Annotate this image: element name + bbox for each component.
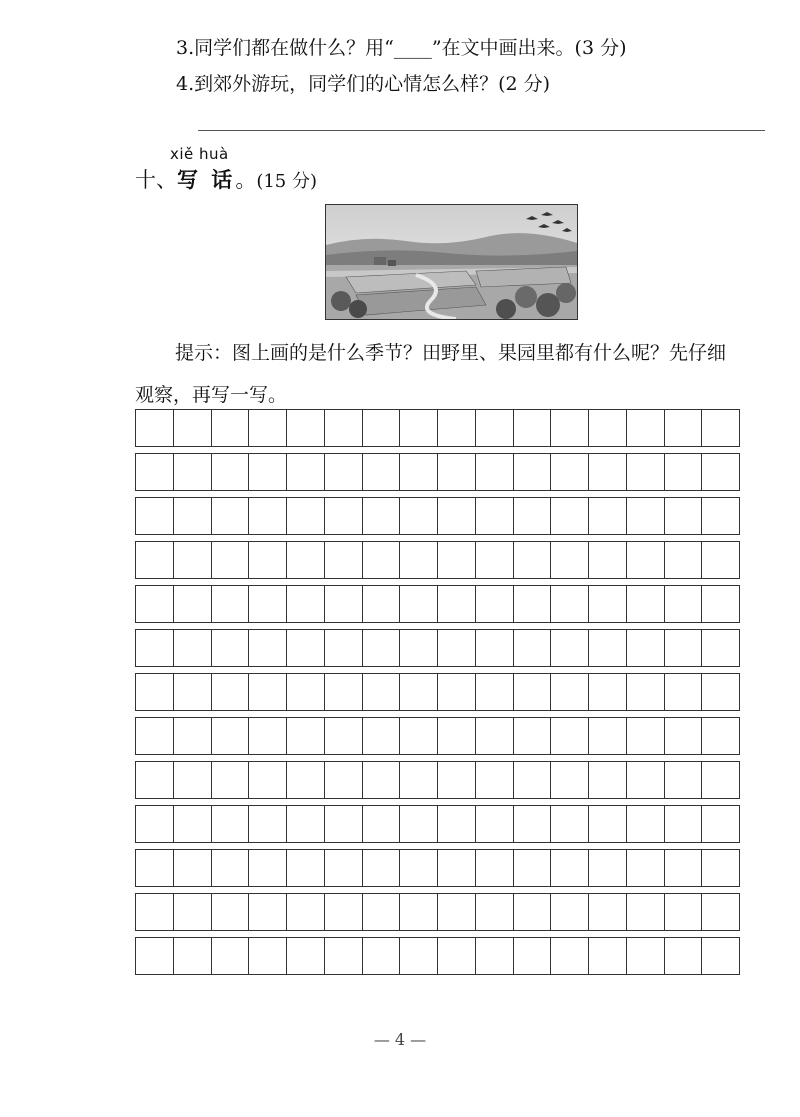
grid-cell[interactable] bbox=[514, 938, 552, 974]
grid-cell[interactable] bbox=[551, 850, 589, 886]
grid-cell[interactable] bbox=[325, 894, 363, 930]
section-label: 写 话 bbox=[177, 167, 236, 192]
grid-cell[interactable] bbox=[589, 850, 627, 886]
grid-cell[interactable] bbox=[400, 894, 438, 930]
grid-cell[interactable] bbox=[287, 586, 325, 622]
grid-cell[interactable] bbox=[514, 674, 552, 710]
grid-cell[interactable] bbox=[174, 410, 212, 446]
farmland-landscape-illustration bbox=[325, 204, 578, 320]
grid-row bbox=[135, 805, 740, 843]
grid-cell[interactable] bbox=[212, 410, 250, 446]
grid-cell[interactable] bbox=[438, 762, 476, 798]
grid-cell[interactable] bbox=[400, 586, 438, 622]
grid-cell[interactable] bbox=[287, 762, 325, 798]
grid-cell[interactable] bbox=[438, 410, 476, 446]
grid-cell[interactable] bbox=[476, 674, 514, 710]
grid-row bbox=[135, 673, 740, 711]
grid-cell[interactable] bbox=[287, 454, 325, 490]
grid-cell[interactable] bbox=[249, 410, 287, 446]
grid-cell[interactable] bbox=[287, 850, 325, 886]
grid-cell[interactable] bbox=[589, 542, 627, 578]
grid-cell[interactable] bbox=[627, 938, 665, 974]
grid-cell[interactable] bbox=[174, 850, 212, 886]
grid-cell[interactable] bbox=[514, 806, 552, 842]
grid-cell[interactable] bbox=[249, 894, 287, 930]
grid-cell[interactable] bbox=[589, 410, 627, 446]
grid-cell[interactable] bbox=[551, 894, 589, 930]
grid-cell[interactable] bbox=[551, 542, 589, 578]
grid-cell[interactable] bbox=[665, 454, 703, 490]
grid-cell[interactable] bbox=[438, 498, 476, 534]
grid-cell[interactable] bbox=[627, 762, 665, 798]
grid-cell[interactable] bbox=[325, 630, 363, 666]
grid-cell[interactable] bbox=[551, 586, 589, 622]
grid-cell[interactable] bbox=[702, 718, 739, 754]
grid-cell[interactable] bbox=[589, 674, 627, 710]
grid-cell[interactable] bbox=[136, 498, 174, 534]
grid-cell[interactable] bbox=[627, 850, 665, 886]
grid-cell[interactable] bbox=[438, 806, 476, 842]
grid-row bbox=[135, 893, 740, 931]
grid-cell[interactable] bbox=[212, 718, 250, 754]
grid-cell[interactable] bbox=[589, 894, 627, 930]
grid-cell[interactable] bbox=[363, 454, 401, 490]
question-3: 3.同学们都在做什么？用“____”在文中画出来。(3 分) bbox=[176, 37, 627, 59]
section-pinyin: xiě huà bbox=[170, 145, 229, 163]
grid-row bbox=[135, 585, 740, 623]
grid-cell[interactable] bbox=[249, 498, 287, 534]
grid-cell[interactable] bbox=[363, 630, 401, 666]
grid-cell[interactable] bbox=[627, 806, 665, 842]
grid-cell[interactable] bbox=[476, 542, 514, 578]
grid-cell[interactable] bbox=[665, 498, 703, 534]
grid-cell[interactable] bbox=[249, 850, 287, 886]
grid-cell[interactable] bbox=[174, 938, 212, 974]
grid-cell[interactable] bbox=[476, 894, 514, 930]
grid-cell[interactable] bbox=[325, 542, 363, 578]
grid-cell[interactable] bbox=[702, 894, 739, 930]
grid-cell[interactable] bbox=[249, 806, 287, 842]
grid-cell[interactable] bbox=[476, 498, 514, 534]
grid-cell[interactable] bbox=[438, 542, 476, 578]
grid-row bbox=[135, 761, 740, 799]
grid-cell[interactable] bbox=[627, 454, 665, 490]
hint-line-1: 提示：图上画的是什么季节？田野里、果园里都有什么呢？先仔细 bbox=[175, 342, 727, 364]
grid-cell[interactable] bbox=[325, 718, 363, 754]
grid-cell[interactable] bbox=[551, 630, 589, 666]
grid-cell[interactable] bbox=[363, 850, 401, 886]
grid-cell[interactable] bbox=[249, 454, 287, 490]
grid-cell[interactable] bbox=[136, 674, 174, 710]
grid-cell[interactable] bbox=[702, 806, 739, 842]
grid-cell[interactable] bbox=[514, 718, 552, 754]
grid-cell[interactable] bbox=[287, 894, 325, 930]
grid-cell[interactable] bbox=[174, 894, 212, 930]
grid-cell[interactable] bbox=[438, 718, 476, 754]
grid-cell[interactable] bbox=[665, 806, 703, 842]
grid-cell[interactable] bbox=[702, 630, 739, 666]
grid-cell[interactable] bbox=[665, 410, 703, 446]
grid-cell[interactable] bbox=[476, 586, 514, 622]
grid-cell[interactable] bbox=[363, 542, 401, 578]
grid-cell[interactable] bbox=[665, 894, 703, 930]
grid-cell[interactable] bbox=[438, 938, 476, 974]
grid-cell[interactable] bbox=[287, 806, 325, 842]
grid-cell[interactable] bbox=[400, 674, 438, 710]
grid-cell[interactable] bbox=[627, 586, 665, 622]
grid-cell[interactable] bbox=[589, 498, 627, 534]
grid-cell[interactable] bbox=[400, 542, 438, 578]
grid-cell[interactable] bbox=[174, 674, 212, 710]
grid-cell[interactable] bbox=[514, 410, 552, 446]
grid-cell[interactable] bbox=[249, 542, 287, 578]
grid-cell[interactable] bbox=[665, 938, 703, 974]
grid-row bbox=[135, 497, 740, 535]
grid-cell[interactable] bbox=[476, 762, 514, 798]
grid-cell[interactable] bbox=[438, 850, 476, 886]
grid-cell[interactable] bbox=[589, 806, 627, 842]
grid-cell[interactable] bbox=[702, 410, 739, 446]
grid-cell[interactable] bbox=[551, 498, 589, 534]
grid-cell[interactable] bbox=[589, 586, 627, 622]
grid-cell[interactable] bbox=[551, 410, 589, 446]
grid-cell[interactable] bbox=[665, 674, 703, 710]
grid-cell[interactable] bbox=[514, 850, 552, 886]
grid-cell[interactable] bbox=[476, 410, 514, 446]
grid-cell[interactable] bbox=[174, 630, 212, 666]
grid-row bbox=[135, 849, 740, 887]
grid-cell[interactable] bbox=[665, 586, 703, 622]
section-prefix: 十、 bbox=[135, 168, 177, 192]
grid-cell[interactable] bbox=[174, 586, 212, 622]
page-number: — 4 — bbox=[373, 1030, 427, 1049]
grid-cell[interactable] bbox=[514, 762, 552, 798]
grid-cell[interactable] bbox=[212, 674, 250, 710]
grid-cell[interactable] bbox=[363, 586, 401, 622]
grid-row bbox=[135, 717, 740, 755]
grid-cell[interactable] bbox=[589, 762, 627, 798]
grid-cell[interactable] bbox=[627, 894, 665, 930]
answer-line[interactable] bbox=[198, 130, 765, 131]
grid-cell[interactable] bbox=[249, 938, 287, 974]
writing-grid[interactable] bbox=[135, 409, 740, 981]
grid-cell[interactable] bbox=[136, 850, 174, 886]
grid-cell[interactable] bbox=[589, 454, 627, 490]
grid-cell[interactable] bbox=[136, 542, 174, 578]
grid-cell[interactable] bbox=[400, 762, 438, 798]
grid-row bbox=[135, 629, 740, 667]
grid-cell[interactable] bbox=[400, 410, 438, 446]
grid-cell[interactable] bbox=[438, 454, 476, 490]
grid-cell[interactable] bbox=[136, 806, 174, 842]
grid-cell[interactable] bbox=[363, 762, 401, 798]
grid-row bbox=[135, 409, 740, 447]
question-4: 4.到郊外游玩，同学们的心情怎么样？(2 分) bbox=[176, 73, 551, 95]
grid-cell[interactable] bbox=[249, 762, 287, 798]
grid-cell[interactable] bbox=[400, 718, 438, 754]
grid-cell[interactable] bbox=[702, 762, 739, 798]
grid-cell[interactable] bbox=[702, 938, 739, 974]
grid-cell[interactable] bbox=[287, 718, 325, 754]
grid-cell[interactable] bbox=[438, 630, 476, 666]
grid-cell[interactable] bbox=[551, 938, 589, 974]
grid-cell[interactable] bbox=[476, 454, 514, 490]
grid-cell[interactable] bbox=[514, 498, 552, 534]
grid-cell[interactable] bbox=[325, 762, 363, 798]
grid-cell[interactable] bbox=[325, 938, 363, 974]
grid-cell[interactable] bbox=[287, 410, 325, 446]
grid-cell[interactable] bbox=[363, 806, 401, 842]
grid-cell[interactable] bbox=[438, 894, 476, 930]
grid-cell[interactable] bbox=[363, 498, 401, 534]
grid-cell[interactable] bbox=[589, 938, 627, 974]
grid-cell[interactable] bbox=[212, 454, 250, 490]
grid-cell[interactable] bbox=[325, 454, 363, 490]
grid-cell[interactable] bbox=[702, 586, 739, 622]
grid-cell[interactable] bbox=[589, 718, 627, 754]
grid-cell[interactable] bbox=[665, 850, 703, 886]
grid-cell[interactable] bbox=[400, 806, 438, 842]
grid-cell[interactable] bbox=[136, 894, 174, 930]
grid-cell[interactable] bbox=[212, 806, 250, 842]
grid-row bbox=[135, 937, 740, 975]
grid-cell[interactable] bbox=[136, 410, 174, 446]
section-suffix: 。 bbox=[235, 168, 257, 192]
grid-cell[interactable] bbox=[438, 674, 476, 710]
grid-cell[interactable] bbox=[287, 498, 325, 534]
grid-cell[interactable] bbox=[400, 454, 438, 490]
hint-line-2: 观察，再写一写。 bbox=[135, 384, 288, 406]
grid-cell[interactable] bbox=[400, 850, 438, 886]
grid-cell[interactable] bbox=[136, 762, 174, 798]
grid-cell[interactable] bbox=[551, 806, 589, 842]
grid-cell[interactable] bbox=[514, 454, 552, 490]
grid-cell[interactable] bbox=[627, 542, 665, 578]
grid-cell[interactable] bbox=[514, 630, 552, 666]
grid-cell[interactable] bbox=[400, 938, 438, 974]
grid-cell[interactable] bbox=[363, 410, 401, 446]
grid-cell[interactable] bbox=[325, 586, 363, 622]
hint-text bbox=[135, 332, 775, 416]
grid-cell[interactable] bbox=[174, 806, 212, 842]
grid-cell[interactable] bbox=[325, 410, 363, 446]
grid-cell[interactable] bbox=[212, 938, 250, 974]
grid-cell[interactable] bbox=[249, 674, 287, 710]
grid-cell[interactable] bbox=[363, 894, 401, 930]
grid-cell[interactable] bbox=[476, 718, 514, 754]
grid-cell[interactable] bbox=[627, 718, 665, 754]
grid-cell[interactable] bbox=[136, 718, 174, 754]
grid-cell[interactable] bbox=[702, 542, 739, 578]
grid-cell[interactable] bbox=[212, 630, 250, 666]
grid-cell[interactable] bbox=[476, 850, 514, 886]
grid-cell[interactable] bbox=[325, 850, 363, 886]
grid-cell[interactable] bbox=[174, 498, 212, 534]
grid-cell[interactable] bbox=[325, 806, 363, 842]
grid-cell[interactable] bbox=[400, 498, 438, 534]
grid-cell[interactable] bbox=[702, 674, 739, 710]
grid-cell[interactable] bbox=[212, 498, 250, 534]
grid-cell[interactable] bbox=[325, 498, 363, 534]
grid-cell[interactable] bbox=[702, 454, 739, 490]
grid-cell[interactable] bbox=[174, 454, 212, 490]
grid-cell[interactable] bbox=[627, 674, 665, 710]
grid-cell[interactable] bbox=[174, 762, 212, 798]
grid-cell[interactable] bbox=[136, 454, 174, 490]
grid-cell[interactable] bbox=[514, 894, 552, 930]
grid-cell[interactable] bbox=[136, 938, 174, 974]
grid-cell[interactable] bbox=[212, 850, 250, 886]
grid-row bbox=[135, 453, 740, 491]
grid-cell[interactable] bbox=[136, 586, 174, 622]
grid-cell[interactable] bbox=[363, 938, 401, 974]
grid-cell[interactable] bbox=[551, 674, 589, 710]
grid-cell[interactable] bbox=[665, 542, 703, 578]
grid-cell[interactable] bbox=[665, 630, 703, 666]
grid-cell[interactable] bbox=[287, 630, 325, 666]
grid-cell[interactable] bbox=[702, 498, 739, 534]
grid-cell[interactable] bbox=[325, 674, 363, 710]
grid-cell[interactable] bbox=[514, 586, 552, 622]
grid-cell[interactable] bbox=[438, 586, 476, 622]
grid-cell[interactable] bbox=[702, 850, 739, 886]
grid-cell[interactable] bbox=[627, 410, 665, 446]
grid-cell[interactable] bbox=[287, 938, 325, 974]
grid-cell[interactable] bbox=[136, 630, 174, 666]
grid-cell[interactable] bbox=[665, 718, 703, 754]
grid-cell[interactable] bbox=[249, 718, 287, 754]
grid-cell[interactable] bbox=[249, 586, 287, 622]
grid-cell[interactable] bbox=[551, 454, 589, 490]
grid-cell[interactable] bbox=[400, 630, 438, 666]
grid-cell[interactable] bbox=[174, 718, 212, 754]
grid-cell[interactable] bbox=[174, 542, 212, 578]
grid-cell[interactable] bbox=[212, 894, 250, 930]
grid-cell[interactable] bbox=[589, 630, 627, 666]
grid-cell[interactable] bbox=[551, 718, 589, 754]
grid-cell[interactable] bbox=[514, 542, 552, 578]
grid-cell[interactable] bbox=[476, 630, 514, 666]
grid-cell[interactable] bbox=[476, 938, 514, 974]
grid-cell[interactable] bbox=[287, 542, 325, 578]
grid-cell[interactable] bbox=[249, 630, 287, 666]
grid-cell[interactable] bbox=[551, 762, 589, 798]
grid-cell[interactable] bbox=[627, 630, 665, 666]
grid-cell[interactable] bbox=[212, 586, 250, 622]
grid-cell[interactable] bbox=[363, 674, 401, 710]
grid-cell[interactable] bbox=[212, 542, 250, 578]
grid-row bbox=[135, 541, 740, 579]
section-score: (15 分) bbox=[256, 171, 317, 192]
grid-cell[interactable] bbox=[287, 674, 325, 710]
grid-cell[interactable] bbox=[627, 498, 665, 534]
grid-cell[interactable] bbox=[363, 718, 401, 754]
grid-cell[interactable] bbox=[665, 762, 703, 798]
grid-cell[interactable] bbox=[212, 762, 250, 798]
grid-cell[interactable] bbox=[476, 806, 514, 842]
section-title bbox=[135, 167, 317, 195]
